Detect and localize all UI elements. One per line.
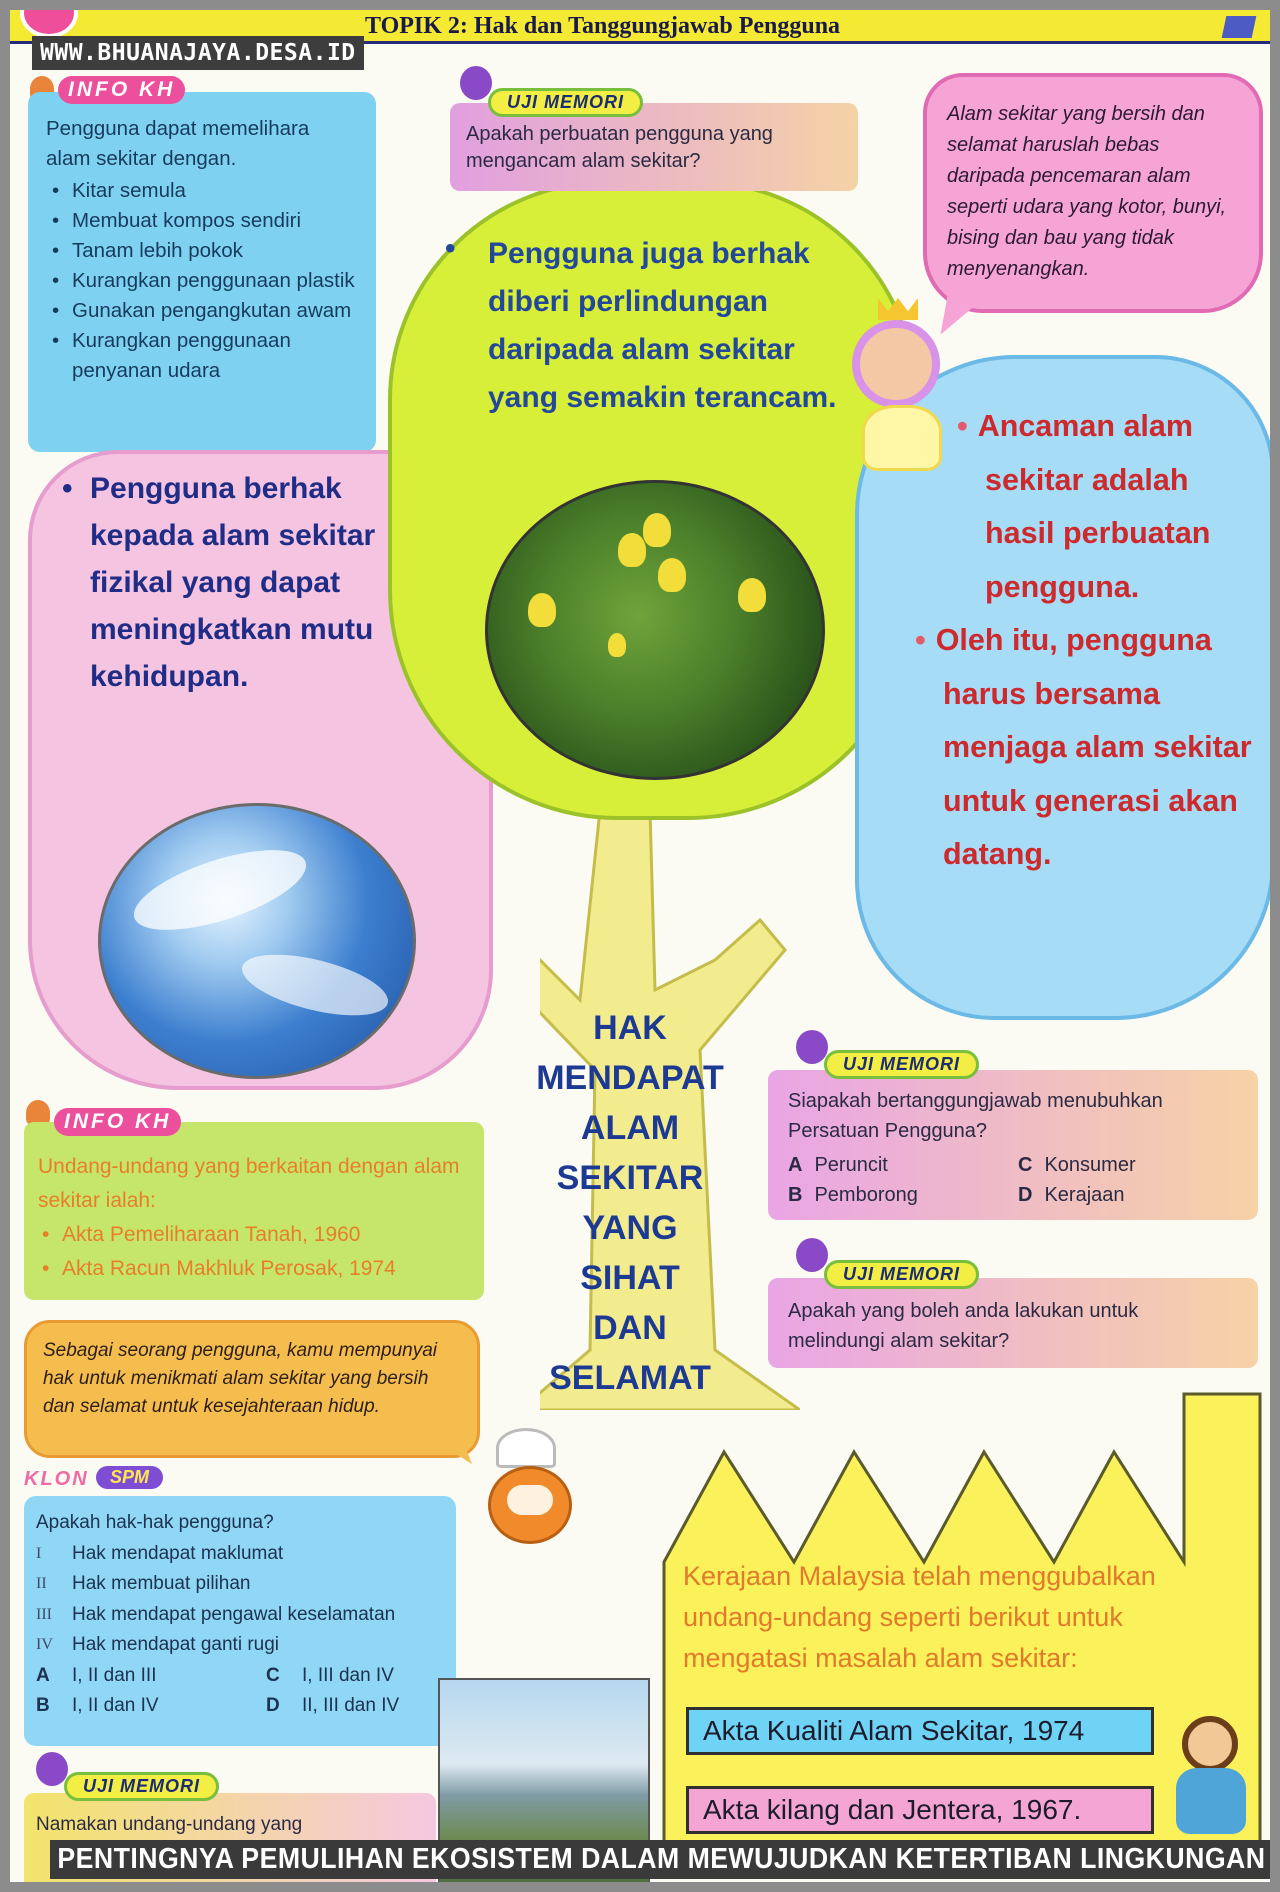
answer-option[interactable]	[1018, 1180, 1218, 1210]
bullet-icon: •	[915, 623, 926, 657]
act-label: Akta Kualiti Alam Sekitar, 1974	[686, 1707, 1154, 1755]
klon-spm-box	[24, 1496, 456, 1746]
uji-memori-question: Siapakah bertanggungjawab menubuhkan Persatuan Pengguna?	[788, 1090, 1163, 1142]
memory-character-icon	[36, 1752, 68, 1786]
info-kh-list	[46, 176, 358, 386]
option-letter: B	[36, 1695, 50, 1716]
option-letter: C	[266, 1664, 280, 1686]
earth-globe-image	[98, 803, 416, 1079]
option-text: Pemborong	[814, 1184, 918, 1206]
list-item: • Akta Racun Makhluk Perosak, 1974	[38, 1252, 472, 1286]
list-item: • Tanam lebih pokok	[46, 236, 358, 266]
trunk-line: YANG	[582, 1209, 678, 1247]
bullet-icon: •	[62, 472, 73, 505]
uji-memori-tag: UJI MEMORI	[824, 1050, 979, 1079]
uji-memori-question: Apakah yang boleh anda lakukan untuk melindungi alam sekitar?	[788, 1300, 1139, 1352]
boy-character-icon	[1182, 1716, 1238, 1772]
pink-cloud-text	[62, 465, 430, 700]
option-letter: A	[788, 1154, 803, 1176]
option-text: Kerajaan	[1044, 1184, 1125, 1206]
boy-body-shape	[1176, 1768, 1246, 1834]
bullet-icon: •	[957, 409, 968, 443]
pink-cloud-statement: Pengguna berhak kepada alam sekitar fizikal yang dapat meningkatkan mutu kehidupan.	[90, 472, 376, 693]
option-text: I, II dan III	[72, 1664, 157, 1686]
option-text: II, III dan IV	[302, 1695, 400, 1716]
answer-options	[788, 1150, 1238, 1210]
tree-crown-text: Pengguna juga berhak diberi perlindungan daripada alam sekitar yang semakin terancam.	[488, 237, 837, 414]
uji-memori-tag: UJI MEMORI	[64, 1772, 219, 1801]
list-item: • Kurangkan penggunaan penyanan udara	[46, 326, 358, 386]
answer-option[interactable]	[36, 1661, 266, 1692]
blue-point-1	[915, 400, 1255, 614]
answer-option[interactable]	[36, 1691, 266, 1722]
flower-shape	[738, 578, 766, 612]
blue-point-2	[915, 614, 1255, 882]
uji-memori-question: Namakan undang-undang yang	[36, 1814, 303, 1835]
topic-title: TOPIK 2: Hak dan Tanggungjawab Pengguna	[365, 13, 841, 39]
option-letter: D	[1018, 1184, 1033, 1206]
info-kh-intro: Undang-undang yang berkaitan dengan alam sekitar ialah:	[38, 1155, 460, 1212]
pink-speech-bubble: Alam sekitar yang bersih dan selamat haruslah bebas daripada pencemaran alam seperti udara yang kotor, bunyi, bising dan bau yang tidak menyenangkan.	[923, 73, 1263, 313]
blue-point-2-text: Oleh itu, pengguna harus bersama menjaga alam sekitar untuk generasi akan datang.	[935, 623, 1252, 871]
statement-text: Hak mendapat ganti rugi	[72, 1634, 280, 1655]
trunk-line: HAK	[593, 1009, 667, 1047]
info-kh-intro: Pengguna dapat memelihara alam sekitar dengan.	[46, 117, 310, 170]
answer-option[interactable]	[266, 1691, 446, 1722]
trunk-line: DAN	[593, 1309, 667, 1347]
uji-memori-tag: UJI MEMORI	[824, 1260, 979, 1289]
act-label: Akta kilang dan Jentera, 1967.	[686, 1786, 1154, 1834]
girl-dress-shape	[862, 405, 942, 471]
option-letter: B	[788, 1184, 803, 1206]
flower-shape	[658, 558, 686, 592]
chef-face-shape	[507, 1485, 553, 1515]
statement-number: IV	[36, 1636, 53, 1653]
corner-flag-icon	[1222, 16, 1257, 38]
info-kh-box	[24, 1122, 484, 1300]
statement-text: Hak membuat pilihan	[72, 1573, 251, 1594]
trunk-line: SELAMAT	[549, 1359, 711, 1397]
uji-memori-box	[768, 1070, 1258, 1220]
klon-question: Apakah hak-hak pengguna?	[36, 1512, 274, 1533]
flower-shape	[608, 633, 626, 657]
option-text: Peruncit	[814, 1154, 888, 1176]
info-kh-tag: INFO KH	[58, 76, 185, 104]
option-letter: A	[36, 1664, 50, 1686]
site-watermark: WWW.BHUANAJAYA.DESA.ID	[32, 36, 364, 70]
info-kh-box	[28, 92, 376, 452]
option-text: Konsumer	[1044, 1154, 1136, 1176]
statement-number: III	[36, 1605, 52, 1623]
uji-memori-question: Apakah perbuatan pengguna yang mengancam alam sekitar?	[466, 123, 773, 172]
flower-shape	[528, 593, 556, 627]
bullet-icon: •	[445, 232, 456, 265]
info-kh-tag: INFO KH	[54, 1108, 181, 1136]
statement-text: Hak mendapat pengawal keselamatan	[72, 1603, 396, 1625]
answer-option[interactable]	[1018, 1150, 1218, 1180]
trunk-line: SEKITAR	[556, 1159, 704, 1197]
list-item: • Gunakan pengangkutan awam	[46, 296, 358, 326]
statement-row	[36, 1539, 444, 1570]
memory-character-icon	[796, 1238, 828, 1272]
blue-point-1-text: Ancaman alam sekitar adalah hasil perbuatan pengguna.	[977, 409, 1211, 604]
blue-cloud-text	[915, 400, 1255, 882]
option-text: I, III dan IV	[302, 1664, 394, 1686]
answer-option[interactable]	[266, 1661, 446, 1692]
memory-character-icon	[796, 1030, 828, 1064]
statement-row	[36, 1600, 444, 1631]
option-text: I, II dan IV	[72, 1695, 159, 1716]
bottom-caption: PENTINGNYA PEMULIHAN EKOSISTEM DALAM MEWUJUDKAN KETERTIBAN LINGKUNGAN	[50, 1840, 1273, 1879]
option-letter: C	[1018, 1154, 1033, 1176]
klon-tag: KLON	[24, 1468, 89, 1490]
trunk-line: ALAM	[580, 1109, 680, 1147]
list-item: • Kitar semula	[46, 176, 358, 206]
statement-text: Hak mendapat maklumat	[72, 1542, 284, 1564]
trunk-label	[530, 1003, 730, 1403]
statement-row	[36, 1569, 444, 1600]
list-item: • Membuat kompos sendiri	[46, 206, 358, 236]
flower-shape	[618, 533, 646, 567]
statement-row	[36, 1630, 444, 1661]
flower-shape	[643, 513, 671, 547]
yellow-flowers-photo	[485, 480, 825, 780]
factory-box-text: Kerajaan Malaysia telah menggubalkan undang-undang seperti berikut untuk mengatasi masalah alam sekitar:	[683, 1561, 1156, 1673]
statement-number: I	[36, 1544, 42, 1562]
list-item: • Kurangkan penggunaan plastik	[46, 266, 358, 296]
option-letter: D	[266, 1695, 280, 1716]
uji-memori-tag: UJI MEMORI	[488, 88, 643, 117]
trunk-line: MENDAPAT	[536, 1059, 724, 1097]
list-item: • Akta Pemeliharaan Tanah, 1960	[38, 1218, 472, 1252]
memory-character-icon	[460, 66, 492, 100]
spm-pill: SPM	[96, 1466, 163, 1489]
answer-options	[36, 1661, 444, 1722]
girl-character-icon	[852, 320, 940, 408]
orange-speech-bubble: Sebagai seorang pengguna, kamu mempunyai hak untuk menikmati alam sekitar yang bersih dan selamat untuk kesejahteraan hidup.	[24, 1320, 480, 1458]
uji-memori-box	[768, 1278, 1258, 1368]
chef-hat-icon	[496, 1428, 556, 1468]
answer-option[interactable]	[788, 1150, 1018, 1180]
trunk-line: SIHAT	[580, 1259, 680, 1297]
answer-option[interactable]	[788, 1180, 1018, 1210]
statement-number: II	[36, 1575, 47, 1592]
info-kh-list	[38, 1218, 472, 1286]
